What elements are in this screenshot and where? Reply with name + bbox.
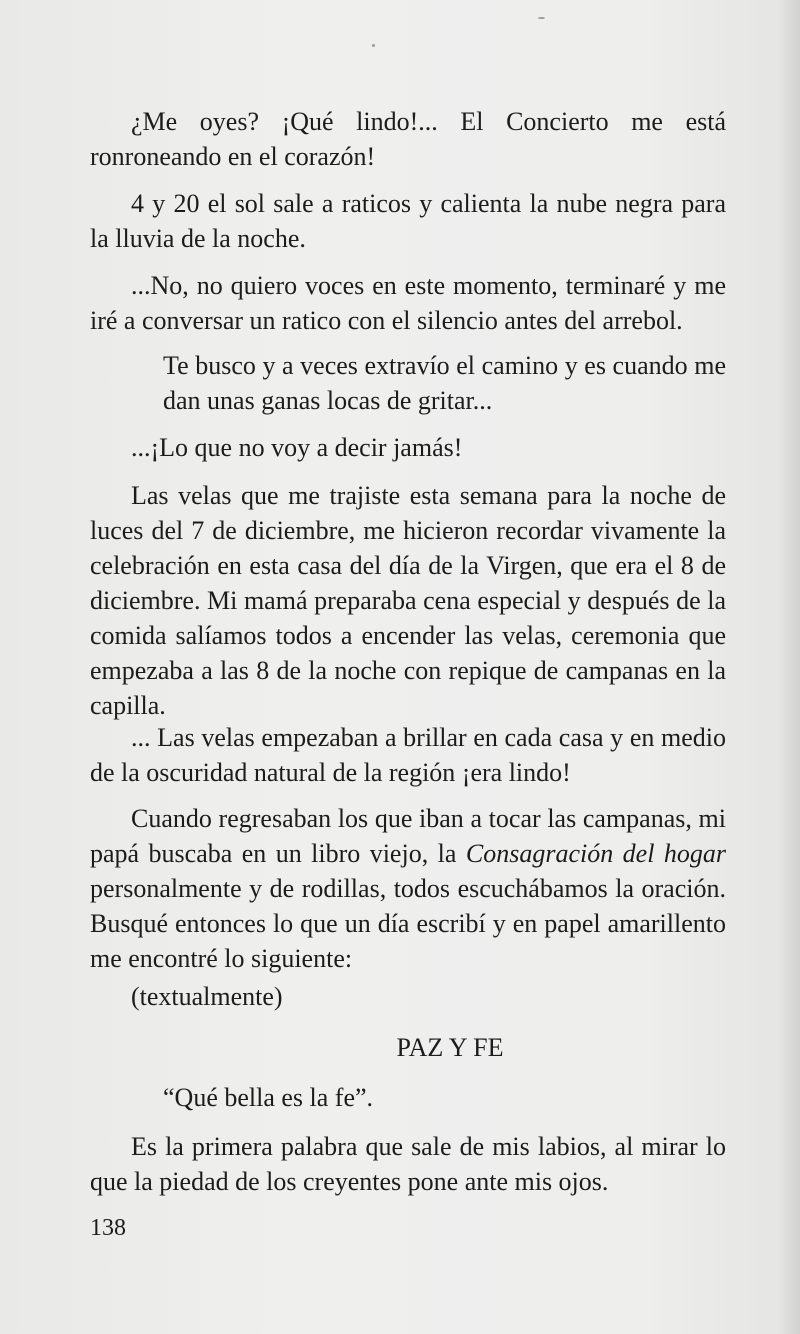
section-heading: PAZ Y FE <box>396 1033 504 1062</box>
paragraph-8-text-end: personalmente y de rodillas, todos escuchábamos la oración. Busqué entonces lo que un día escribí y en papel amarillento me encontré lo siguiente: <box>90 874 726 973</box>
paragraph-5: ...¡Lo que no voy a decir jamás! <box>131 433 463 462</box>
paragraph-10: Es la primera palabra que sale de mis labios, al mirar lo que la piedad de los creyentes pone ante mis ojos. <box>90 1132 726 1196</box>
paper-speck <box>372 44 375 47</box>
paragraph-4: Te busco y a veces extravío el camino y es cuando me dan unas ganas locas de gritar... <box>163 351 726 415</box>
paragraph-6: Las velas que me trajiste esta semana para la noche de luces del 7 de diciembre, me hicieron recordar vivamente la celebración en esta casa del día de la Virgen, que era el 8 de diciembre. Mi mamá preparaba cena especial y después de la comida salíamos todos a encender las velas, ceremonia que empezaba a las 8 de la noche con repique de campanas en la capilla. <box>90 481 726 720</box>
quote-line: “Qué bella es la fe”. <box>163 1083 374 1112</box>
paragraph-3: ...No, no quiero voces en este momento, terminaré y me iré a conversar un ratico con el silencio antes del arrebol. <box>90 271 726 335</box>
paragraph-2: 4 y 20 el sol sale a raticos y calienta la nube negra para la lluvia de la noche. <box>90 189 726 253</box>
paragraph-1: ¿Me oyes? ¡Qué lindo!... El Concierto me está ronroneando en el corazón! <box>90 107 726 171</box>
paragraph-9: (textualmente) <box>131 982 283 1011</box>
paragraph-7: ... Las velas empezaban a brillar en cada casa y en medio de la oscuridad natural de la región ¡era lindo! <box>90 723 726 787</box>
page-number: 138 <box>90 1215 126 1241</box>
book-title-italic: Consagración del hogar <box>465 839 726 868</box>
paper-speck <box>538 17 545 19</box>
paragraph-8 <box>90 801 726 976</box>
paragraph-8-text-start: Cuando regresaban los que iban a tocar las campanas, mi papá buscaba en un libro viejo, la <box>90 804 726 868</box>
